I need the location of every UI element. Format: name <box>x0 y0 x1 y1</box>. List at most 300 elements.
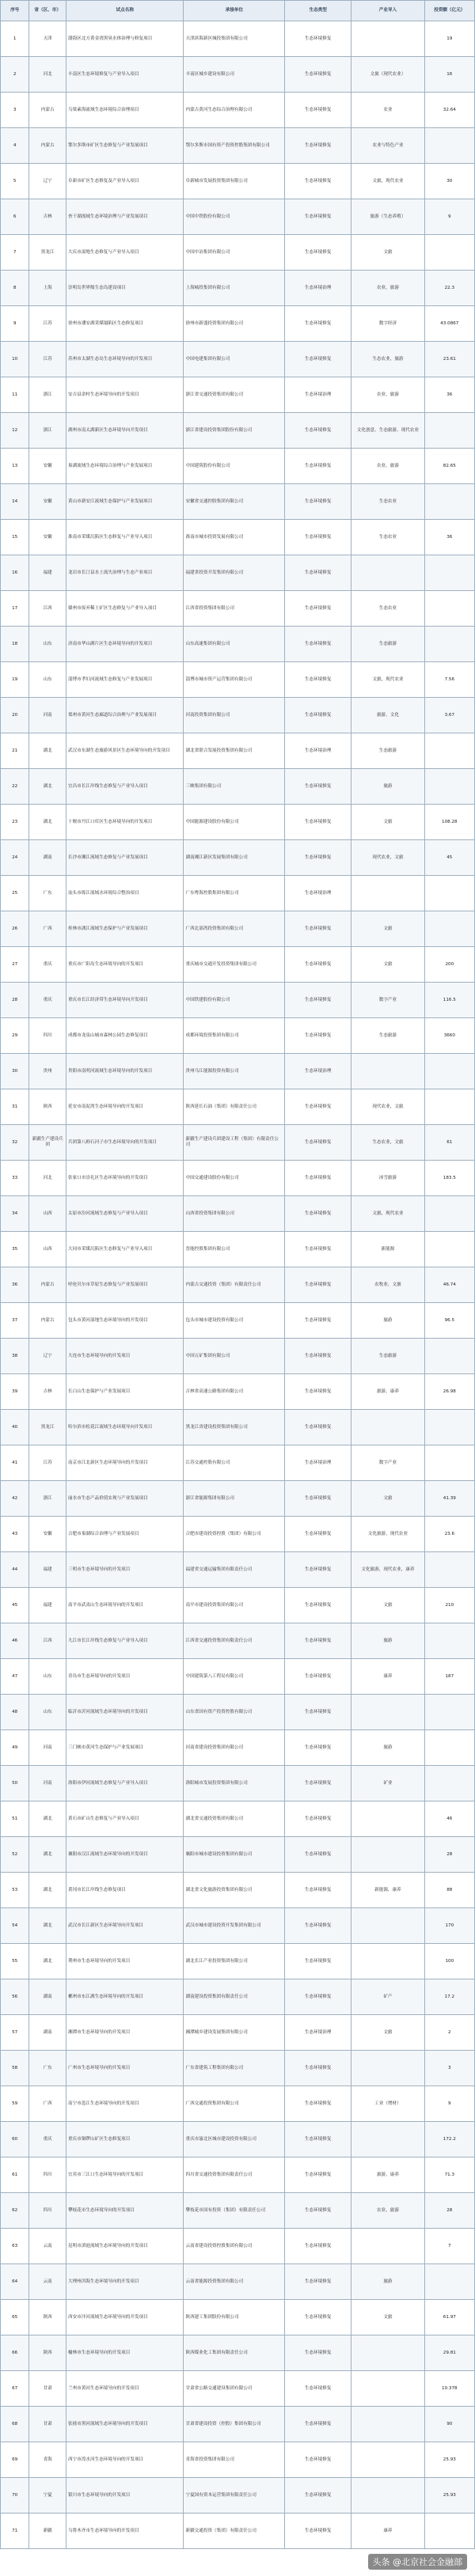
cell-index: 3 <box>1 93 29 128</box>
cell-index: 37 <box>1 1303 29 1339</box>
cell-index: 11 <box>1 377 29 413</box>
cell-industry: 文旅（现代农业） <box>352 57 424 93</box>
cell-investment <box>424 733 474 769</box>
cell-industry: 旅游，康养 <box>352 2157 424 2193</box>
table-row <box>1 1339 475 1374</box>
table-row <box>1 983 475 1018</box>
cell-province: 四川 <box>29 2193 66 2229</box>
cell-investment: 96.5 <box>424 1303 474 1339</box>
cell-province: 贵州 <box>29 1054 66 1089</box>
cell-investment: 88 <box>424 1873 474 1908</box>
cell-pilot-name: 西安市沣河流域生态环境导向的开发项目 <box>66 2300 184 2335</box>
cell-province: 甘肃 <box>29 2407 66 2442</box>
cell-eco-type: 生态环境修复 <box>285 1659 352 1695</box>
cell-eco-type: 生态环境修复 <box>285 555 352 591</box>
cell-province: 陕西 <box>29 2300 66 2335</box>
cell-province: 湖北 <box>29 1944 66 1979</box>
cell-eco-type: 生态环境修复 <box>285 413 352 449</box>
cell-pilot-name: 丽水市生态产品价值实现与产业发展项目 <box>66 1481 184 1517</box>
cell-pilot-name: 武汉市东湖生态旅游风景区生态环境导向的开发项目 <box>66 733 184 769</box>
table-row <box>1 2122 475 2157</box>
cell-index: 63 <box>1 2229 29 2264</box>
cell-pilot-name: 荆州市生态环境导向的开发项目 <box>66 1944 184 1979</box>
cell-investment <box>424 1766 474 1801</box>
cell-province: 新疆 <box>29 2513 66 2549</box>
cell-province: 湖北 <box>29 1801 66 1837</box>
cell-index: 32 <box>1 1125 29 1161</box>
cell-eco-type: 生态环境修复 <box>285 1232 352 1267</box>
cell-industry <box>352 2229 424 2264</box>
cell-eco-type: 生态环境修复 <box>285 199 352 235</box>
cell-index: 26 <box>1 911 29 947</box>
cell-industry: 旅游 <box>352 1730 424 1766</box>
cell-pilot-name: 西宁市湟水河生态环境导向的开发项目 <box>66 2442 184 2478</box>
cell-industry <box>352 1944 424 1979</box>
cell-investment <box>424 1410 474 1445</box>
cell-eco-type: 生态环境修复 <box>285 128 352 164</box>
cell-pilot-name: 郴州市东江湖生态环境导向的开发项目 <box>66 1979 184 2015</box>
cell-eco-type: 生态环境修复 <box>285 520 352 555</box>
table-row <box>1 1267 475 1303</box>
table-row <box>1 769 475 805</box>
cell-eco-type: 生态环境修复 <box>285 627 352 662</box>
cell-industry: 生态农业，文旅 <box>352 1125 424 1161</box>
cell-industry: 康养 <box>352 2513 424 2549</box>
cell-province: 河北 <box>29 1161 66 1196</box>
cell-industry: 生态农业，旅游 <box>352 342 424 377</box>
cell-undertaking-unit: 浙江省建设投资集团股份有限公司 <box>184 413 285 449</box>
cell-industry: 矿业 <box>352 1766 424 1801</box>
cell-undertaking-unit: 湖北省联合发展投资集团有限公司 <box>184 733 285 769</box>
cell-investment <box>424 1695 474 1730</box>
cell-index: 71 <box>1 2513 29 2549</box>
table-header <box>1 1 475 21</box>
cell-pilot-name: 乌梁素海流域生态环境综合治理项目 <box>66 93 184 128</box>
cell-eco-type: 生态环境修复 <box>285 769 352 805</box>
cell-investment: 172.2 <box>424 2122 474 2157</box>
table-row <box>1 1801 475 1837</box>
cell-industry: 文化旅游，现代农业，康养 <box>352 1552 424 1588</box>
cell-eco-type: 生态环境修复 <box>285 2264 352 2300</box>
cell-industry <box>352 2442 424 2478</box>
cell-province: 辽宁 <box>29 164 66 199</box>
cell-province: 安徽 <box>29 484 66 520</box>
table-row <box>1 57 475 93</box>
table-row <box>1 911 475 947</box>
table-row <box>1 1766 475 1801</box>
cell-industry: 生态农业 <box>352 520 424 555</box>
cell-pilot-name: 广州市生态环境导向的开发项目 <box>66 2051 184 2086</box>
cell-industry <box>352 876 424 911</box>
cell-undertaking-unit: 晋能控股集团有限公司 <box>184 1232 285 1267</box>
cell-undertaking-unit: 淄博市城市资产运营集团有限公司 <box>184 662 285 698</box>
cell-pilot-name: 武汉市长江新区生态环境导向开发项目 <box>66 1908 184 1944</box>
cell-pilot-name: 郑州市黄河生态廊道综合治理与产业发展项目 <box>66 698 184 733</box>
cell-index: 59 <box>1 2086 29 2122</box>
cell-index: 50 <box>1 1766 29 1801</box>
cell-investment: 23.6 <box>424 1517 474 1552</box>
cell-index: 38 <box>1 1339 29 1374</box>
cell-eco-type: 生态环境修复 <box>285 1623 352 1659</box>
cell-industry: 数字产业 <box>352 1445 424 1481</box>
cell-undertaking-unit: 新疆生产建设兵团建设工程（集团）有限责任公司 <box>184 1125 285 1161</box>
cell-investment: 90 <box>424 2407 474 2442</box>
cell-investment: 61.97 <box>424 2300 474 2335</box>
cell-pilot-name: 延安市南泥湾生态环境导向的开发项目 <box>66 1089 184 1125</box>
cell-eco-type: 生态环境修复 <box>285 93 352 128</box>
cell-industry: 生态农业 <box>352 484 424 520</box>
cell-eco-type: 生态环境修复 <box>285 342 352 377</box>
cell-index: 48 <box>1 1695 29 1730</box>
cell-industry: 农业，旅游 <box>352 377 424 413</box>
cell-eco-type: 生态环境修复 <box>285 1018 352 1054</box>
table-row <box>1 840 475 876</box>
cell-industry: 文化创意，生态旅游，现代农业 <box>352 413 424 449</box>
cell-industry <box>352 2371 424 2407</box>
cell-pilot-name: 南宁市邕江生态环境导向的开发项目 <box>66 2086 184 2122</box>
cell-province: 四川 <box>29 2157 66 2193</box>
cell-industry: 文旅 <box>352 805 424 840</box>
cell-industry: 农牧业，文旅 <box>352 1267 424 1303</box>
cell-province: 四川 <box>29 1018 66 1054</box>
cell-investment <box>424 1089 474 1125</box>
cell-pilot-name: 襄阳市汉江流域生态环境导向的开发项目 <box>66 1837 184 1873</box>
cell-undertaking-unit: 甘肃省建设投资（控股）集团有限公司 <box>184 2407 285 2442</box>
cell-investment: 29.81 <box>424 2335 474 2371</box>
cell-index: 7 <box>1 235 29 271</box>
cell-province: 浙江 <box>29 1481 66 1517</box>
cell-index: 23 <box>1 805 29 840</box>
cell-undertaking-unit: 南平市建设投资集团有限公司 <box>184 1588 285 1623</box>
cell-pilot-name: 张家口市崇礼区生态环境导向的开发项目 <box>66 1161 184 1196</box>
cell-investment: 200 <box>424 947 474 983</box>
table-row <box>1 2407 475 2442</box>
cell-eco-type: 生态环境修复 <box>285 805 352 840</box>
cell-eco-type: 生态环境修复 <box>285 1089 352 1125</box>
cell-undertaking-unit: 中国电建集团有限公司 <box>184 342 285 377</box>
cell-eco-type: 生态环境修复 <box>285 1125 352 1161</box>
cell-index: 61 <box>1 2157 29 2193</box>
cell-undertaking-unit: 湖南湘江新区发展集团有限公司 <box>184 840 285 876</box>
cell-eco-type: 生态环境修复 <box>285 1695 352 1730</box>
table-row <box>1 1623 475 1659</box>
cell-undertaking-unit: 中国五矿集团有限公司 <box>184 1339 285 1374</box>
cell-investment <box>424 1730 474 1766</box>
cell-industry <box>352 1410 424 1445</box>
cell-investment: 82.65 <box>424 449 474 484</box>
cell-pilot-name: 徐州市潘安湖采煤塌陷区生态修复项目 <box>66 306 184 342</box>
cell-investment: 46 <box>424 1801 474 1837</box>
cell-pilot-name: 济南市华山湖片区生态环境导向的开发项目 <box>66 627 184 662</box>
cell-industry <box>352 1695 424 1730</box>
header-investment: 投资额（亿元） <box>424 1 474 21</box>
cell-undertaking-unit: 广西交通投资集团有限公司 <box>184 2086 285 2122</box>
table-row <box>1 698 475 733</box>
cell-undertaking-unit: 中国交通建设股份有限公司 <box>184 1161 285 1196</box>
cell-undertaking-unit: 吉林省高速公路集团有限公司 <box>184 1374 285 1410</box>
cell-industry: 文旅 <box>352 2300 424 2335</box>
cell-index: 46 <box>1 1623 29 1659</box>
cell-eco-type: 生态环境修复 <box>285 1481 352 1517</box>
cell-eco-type: 生态环境修复 <box>285 1196 352 1232</box>
cell-province: 青海 <box>29 2442 66 2478</box>
cell-investment: 26.98 <box>424 1374 474 1410</box>
table-row <box>1 1588 475 1623</box>
table-row <box>1 733 475 769</box>
cell-province: 新疆生产建设兵团 <box>29 1125 66 1161</box>
cell-industry: 文旅 <box>352 1588 424 1623</box>
table-row <box>1 2371 475 2407</box>
cell-province: 重庆 <box>29 2122 66 2157</box>
cell-eco-type: 生态环境修复 <box>285 1374 352 1410</box>
cell-pilot-name: 十堰市丹江口库区生态环境导向的开发项目 <box>66 805 184 840</box>
cell-province: 江苏 <box>29 1445 66 1481</box>
cell-industry: 文旅，现代农业 <box>352 662 424 698</box>
cell-province: 福建 <box>29 1552 66 1588</box>
cell-industry: 生态农业 <box>352 591 424 627</box>
cell-industry: 农业 <box>352 93 424 128</box>
cell-investment: 170 <box>424 1908 474 1944</box>
table-row <box>1 627 475 662</box>
cell-index: 33 <box>1 1161 29 1196</box>
cell-undertaking-unit: 阜新城市发展投资集团有限公司 <box>184 164 285 199</box>
cell-investment: 25.93 <box>424 2442 474 2478</box>
table-row <box>1 164 475 199</box>
cell-investment <box>424 2513 474 2549</box>
cell-undertaking-unit: 广东省建筑工程集团有限公司 <box>184 2051 285 2086</box>
cell-province: 河南 <box>29 698 66 733</box>
cell-investment: 19 <box>424 21 474 57</box>
cell-undertaking-unit: 江西省投资集团有限公司 <box>184 591 285 627</box>
cell-investment: 10.378 <box>424 2371 474 2407</box>
cell-undertaking-unit: 河南投资集团有限公司 <box>184 698 285 733</box>
cell-province: 山东 <box>29 662 66 698</box>
cell-pilot-name: 合肥市巢湖综合治理与产业发展项目 <box>66 1517 184 1552</box>
cell-pilot-name: 大连市生态环境导向的开发项目 <box>66 1339 184 1374</box>
cell-investment: 108.28 <box>424 805 474 840</box>
cell-investment: 3660 <box>424 1018 474 1054</box>
cell-index: 25 <box>1 876 29 911</box>
cell-investment: 100 <box>424 1944 474 1979</box>
cell-pilot-name: 包头市黄河湿地生态环境导向的开发项目 <box>66 1303 184 1339</box>
cell-undertaking-unit: 成都环境投资集团有限公司 <box>184 1018 285 1054</box>
cell-industry: 文旅 <box>352 911 424 947</box>
cell-index: 34 <box>1 1196 29 1232</box>
cell-eco-type: 生态环境治理 <box>285 2015 352 2051</box>
cell-undertaking-unit: 湖北省交通投资集团有限公司 <box>184 1801 285 1837</box>
table-row <box>1 377 475 413</box>
cell-pilot-name: 宜昌市长江岸线生态修复与产业导入项目 <box>66 769 184 805</box>
cell-index: 6 <box>1 199 29 235</box>
cell-pilot-name: 宜宾市三江口生态环境导向的开发项目 <box>66 2157 184 2193</box>
table-row <box>1 591 475 627</box>
cell-undertaking-unit: 江苏交通控股有限公司 <box>184 1445 285 1481</box>
cell-investment <box>424 1196 474 1232</box>
cell-pilot-name: 查干湖流域生态环境治理与产业发展项目 <box>66 199 184 235</box>
cell-eco-type: 生态环境修复 <box>285 1517 352 1552</box>
cell-index: 69 <box>1 2442 29 2478</box>
table-row <box>1 555 475 591</box>
table-row <box>1 2229 475 2264</box>
cell-province: 山东 <box>29 627 66 662</box>
cell-undertaking-unit: 中国建筑第八工程局有限公司 <box>184 1659 285 1695</box>
cell-province: 江西 <box>29 591 66 627</box>
cell-investment <box>424 1552 474 1588</box>
cell-province: 湖南 <box>29 1979 66 2015</box>
cell-index: 8 <box>1 271 29 306</box>
cell-eco-type: 生态环境修复 <box>285 449 352 484</box>
cell-industry: 数字经济 <box>352 306 424 342</box>
cell-index: 13 <box>1 449 29 484</box>
cell-eco-type: 生态环境修复 <box>285 911 352 947</box>
cell-eco-type: 生态环境治理 <box>285 876 352 911</box>
table-row <box>1 1730 475 1766</box>
cell-index: 19 <box>1 662 29 698</box>
cell-index: 53 <box>1 1873 29 1908</box>
cell-investment <box>424 1232 474 1267</box>
cell-pilot-name: 重庆市长江经济带生态环境导向开发项目 <box>66 983 184 1018</box>
cell-undertaking-unit: 武汉市城市建设投资开发集团有限公司 <box>184 1908 285 1944</box>
cell-eco-type: 生态环境修复 <box>285 306 352 342</box>
cell-eco-type: 生态环境修复 <box>285 1161 352 1196</box>
cell-investment: 25.93 <box>424 2478 474 2513</box>
cell-province: 云南 <box>29 2229 66 2264</box>
table-row <box>1 306 475 342</box>
cell-pilot-name: 乌鲁木齐市生态环境导向的开发项目 <box>66 2513 184 2549</box>
cell-province: 重庆 <box>29 947 66 983</box>
cell-province: 吉林 <box>29 199 66 235</box>
cell-pilot-name: 长沙市湘江流域生态修复与产业发展项目 <box>66 840 184 876</box>
cell-investment: 30 <box>424 164 474 199</box>
cell-industry: 生态旅游 <box>352 1339 424 1374</box>
cell-undertaking-unit: 河南省建设投资集团有限公司 <box>184 1730 285 1766</box>
cell-pilot-name: 临沂市沂河流域生态环境导向的开发项目 <box>66 1695 184 1730</box>
cell-eco-type: 生态环境修复 <box>285 21 352 57</box>
table-row <box>1 1303 475 1339</box>
table-row <box>1 520 475 555</box>
cell-index: 58 <box>1 2051 29 2086</box>
cell-undertaking-unit: 攀枝花市国有投资（集团）有限责任公司 <box>184 2193 285 2229</box>
cell-undertaking-unit: 内蒙古交通投资（集团）有限责任公司 <box>184 1267 285 1303</box>
cell-undertaking-unit: 徐州市新盛投资集团有限公司 <box>184 306 285 342</box>
cell-eco-type: 生态环境修复 <box>285 2122 352 2157</box>
cell-investment <box>424 413 474 449</box>
cell-undertaking-unit: 丰南区城乡建设有限公司 <box>184 57 285 93</box>
cell-investment: 46.74 <box>424 1267 474 1303</box>
cell-province: 陕西 <box>29 1089 66 1125</box>
cell-pilot-name: 南京市江北新区生态环境导向的开发项目 <box>66 1445 184 1481</box>
cell-eco-type: 生态环境治理 <box>285 1054 352 1089</box>
cell-industry: 文旅 <box>352 235 424 271</box>
cell-industry: 生态旅游 <box>352 1018 424 1054</box>
cell-investment: 9 <box>424 199 474 235</box>
cell-undertaking-unit: 中国铁建股份有限公司 <box>184 983 285 1018</box>
cell-province: 内蒙古 <box>29 128 66 164</box>
table-row <box>1 1196 475 1232</box>
cell-industry: 旅游（生态养殖） <box>352 199 424 235</box>
cell-undertaking-unit: 襄阳市城市建设投资集团有限公司 <box>184 1837 285 1873</box>
cell-pilot-name: 赣州市废弃稀土矿区生态修复与产业导入项目 <box>66 591 184 627</box>
cell-index: 44 <box>1 1552 29 1588</box>
cell-undertaking-unit: 四川省交通投资集团有限责任公司 <box>184 2157 285 2193</box>
cell-investment: 3 <box>424 2051 474 2086</box>
cell-index: 27 <box>1 947 29 983</box>
cell-index: 40 <box>1 1410 29 1445</box>
cell-investment: 23.61 <box>424 342 474 377</box>
cell-eco-type: 生态环境治理 <box>285 377 352 413</box>
cell-investment: 28 <box>424 2193 474 2229</box>
table-row <box>1 2300 475 2335</box>
cell-undertaking-unit: 湖北长江产业投资集团有限公司 <box>184 1944 285 1979</box>
cell-province: 辽宁 <box>29 1339 66 1374</box>
cell-industry: 新能源，康养 <box>352 1873 424 1908</box>
cell-industry: 康养 <box>352 1659 424 1695</box>
cell-pilot-name: 九江市长江岸线生态修复与产业导入项目 <box>66 1623 184 1659</box>
table-row <box>1 1374 475 1410</box>
cell-index: 30 <box>1 1054 29 1089</box>
table-row <box>1 2335 475 2371</box>
cell-index: 36 <box>1 1267 29 1303</box>
cell-investment: 16 <box>424 57 474 93</box>
cell-index: 54 <box>1 1908 29 1944</box>
cell-pilot-name: 崇明岛世界级生态岛建设项目 <box>66 271 184 306</box>
table-body <box>1 21 475 2549</box>
cell-undertaking-unit: 宁夏国有资本运营集团有限责任公司 <box>184 2478 285 2513</box>
cell-investment: 71.3 <box>424 2157 474 2193</box>
table-row <box>1 2478 475 2513</box>
cell-pilot-name: 贵阳市南明河流域生态环境导向的开发项目 <box>66 1054 184 1089</box>
cell-undertaking-unit: 中国中冶集团有限公司 <box>184 235 285 271</box>
cell-undertaking-unit: 云南省建设投资控股集团有限公司 <box>184 2229 285 2264</box>
cell-index: 42 <box>1 1481 29 1517</box>
cell-eco-type: 生态环境修复 <box>285 840 352 876</box>
cell-province: 黑龙江 <box>29 1410 66 1445</box>
cell-index: 68 <box>1 2407 29 2442</box>
cell-province: 浙江 <box>29 413 66 449</box>
cell-province: 广东 <box>29 2051 66 2086</box>
cell-investment <box>424 484 474 520</box>
table-row <box>1 1695 475 1730</box>
cell-pilot-name: 苏州市太湖生态岛生态环境导向的开发项目 <box>66 342 184 377</box>
cell-undertaking-unit: 上海城投集团有限公司 <box>184 271 285 306</box>
cell-province: 陕西 <box>29 2335 66 2371</box>
cell-undertaking-unit: 包头市城市建设投资有限公司 <box>184 1303 285 1339</box>
cell-index: 14 <box>1 484 29 520</box>
cell-province: 湖北 <box>29 1873 66 1908</box>
cell-pilot-name: 三明市生态环境导向的开发项目 <box>66 1552 184 1588</box>
cell-pilot-name: 黄冈市长江岸线生态修复项目 <box>66 1873 184 1908</box>
cell-pilot-name: 安吉县余村生态环境导向的开发项目 <box>66 377 184 413</box>
table-row <box>1 1837 475 1873</box>
cell-eco-type: 生态环境修复 <box>285 1766 352 1801</box>
cell-province: 河南 <box>29 1730 66 1766</box>
cell-province: 山东 <box>29 1695 66 1730</box>
table-row <box>1 662 475 698</box>
cell-index: 65 <box>1 2300 29 2335</box>
cell-province: 湖北 <box>29 733 66 769</box>
cell-investment: 41.39 <box>424 1481 474 1517</box>
cell-pilot-name: 三门峡市黄河生态保护与产业发展项目 <box>66 1730 184 1766</box>
cell-undertaking-unit: 浙江省能源集团有限公司 <box>184 1481 285 1517</box>
cell-undertaking-unit: 贵州乌江能源投资有限公司 <box>184 1054 285 1089</box>
cell-investment: 17.2 <box>424 1979 474 2015</box>
cell-index: 12 <box>1 413 29 449</box>
cell-index: 51 <box>1 1801 29 1837</box>
table-row <box>1 2442 475 2478</box>
cell-investment: 7 <box>424 2229 474 2264</box>
cell-eco-type: 生态环境修复 <box>285 591 352 627</box>
cell-eco-type: 生态环境修复 <box>285 983 352 1018</box>
